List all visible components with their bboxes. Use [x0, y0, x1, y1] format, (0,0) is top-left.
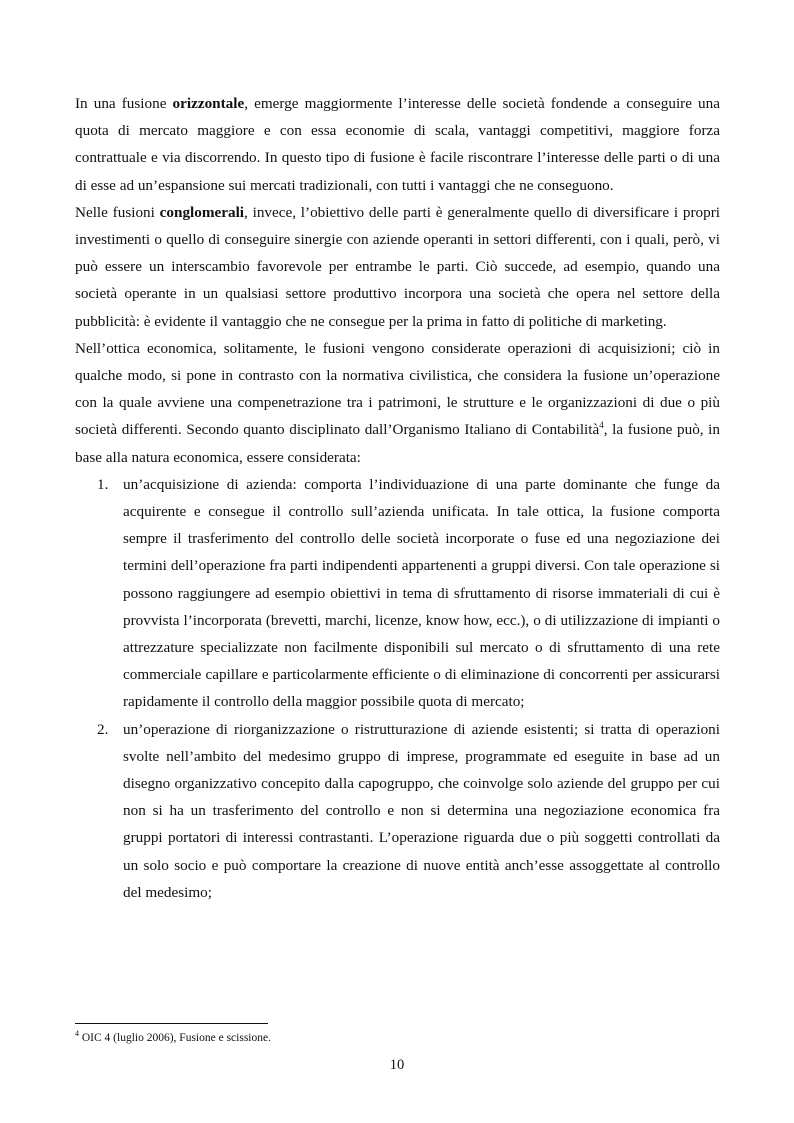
numbered-list: [75, 471, 720, 906]
list-item-text: un’operazione di riorganizzazione o ristrutturazione di aziende esistenti; si tratta di operazioni svolte nell’ambito del medesimo gruppo di imprese, programmate ed eseguite in base ad un disegno organizzativo concepito dalla capogruppo, che coinvolge solo aziende del gruppo per cui non si ha un trasferimento del controllo e non si determina una negoziazione economica fra gruppi portatori di interessi contrastanti. L’operazione riguarda due o più soggetti controllati da un solo socio e può comportare la creazione di nuove entità anch’esse assoggettate al controllo del medesimo;: [123, 720, 720, 901]
list-item-number: 1.: [97, 475, 109, 493]
emphasis-orizzontale: orizzontale: [172, 95, 245, 112]
document-body: [75, 90, 720, 906]
paragraph-text: , la fusione può, in base alla natura economica, essere considerata:: [75, 421, 720, 466]
page-number: 10: [389, 1057, 405, 1073]
list-item-number: 2.: [97, 720, 109, 738]
footnote-reference[interactable]: 4: [599, 420, 604, 431]
paragraph-economic-view: [75, 335, 720, 471]
footnote-divider: [75, 1023, 268, 1024]
list-item: [75, 716, 720, 906]
paragraph-text: Nell’ottica economica, solitamente, le fusioni vengono considerate operazioni di acquisizioni; ciò in qualche modo, si pone in contrasto con la normativa civilistica, che considera la fusione un’operazione con la quale avviene una compenetrazione tra i patrimoni, le strutture e le organizzazioni di due o più società differenti. Secondo quanto disciplinato dall’Organismo Italiano di Contabilità: [75, 339, 720, 439]
emphasis-conglomerali: conglomerali: [159, 203, 245, 221]
paragraph-conglomerate-merger: [75, 199, 720, 335]
footnote-marker: 4: [75, 1029, 79, 1039]
paragraph-text: , emerge maggiormente l’interesse delle società fondende a conseguire una quota di mercato maggiore e con essa economie di scala, vantaggi competitivi, maggiore forza contrattuale e via discorrendo. In questo tipo di fusione è facile riscontrare l’interesse delle parti o di una di esse ad un’espansione sui mercati tradizionali, con tutti i vantaggi che ne conseguono.: [75, 95, 720, 194]
paragraph-text: In una fusione: [75, 95, 173, 112]
list-item: [75, 471, 720, 716]
paragraph-horizontal-merger: [75, 90, 720, 199]
list-item-text: un’acquisizione di azienda: comporta l’individuazione di una parte dominante che funge da acquirente e consegue il controllo sull’azienda unificata. In tale ottica, la fusione comporta sempre il trasferimento del controllo delle società incorporate o fuse ed una negoziazione dei termini dell’operazione fra parti indipendenti appartenenti a gruppi diversi. Con tale operazione si possono raggiungere ad esempio obiettivi in tema di sfruttamento di risorse immateriali di cui è provvista l’incorporata (brevetti, marchi, licenze, know how, ecc.), o di utilizzazione di impianti o attrezzature specializzate non facilmente disponibili sul mercato o di sfruttamento di una rete commerciale capillare e particolarmente efficiente o di eliminazione di concorrenti per assicurarsi rapidamente il controllo della maggior possibile quota di mercato;: [123, 475, 720, 711]
paragraph-text: , invece, l’obiettivo delle parti è generalmente quello di diversificare i propri investimenti o quello di conseguire sinergie con aziende operanti in settori differenti, con i quali, però, vi può essere un interscambio favorevole per entrambe le parti. Ciò succede, ad esempio, quando una società operante in un qualsiasi settore produttivo incorpora una società che opera nel settore della pubblicità: è evidente il vantaggio che ne consegue per la prima in fatto di politiche di marketing.: [75, 203, 721, 330]
footnote: [75, 1031, 720, 1046]
paragraph-text: Nelle fusioni: [75, 203, 160, 221]
footnote-text: OIC 4 (luglio 2006), Fusione e scissione.: [79, 1032, 271, 1044]
